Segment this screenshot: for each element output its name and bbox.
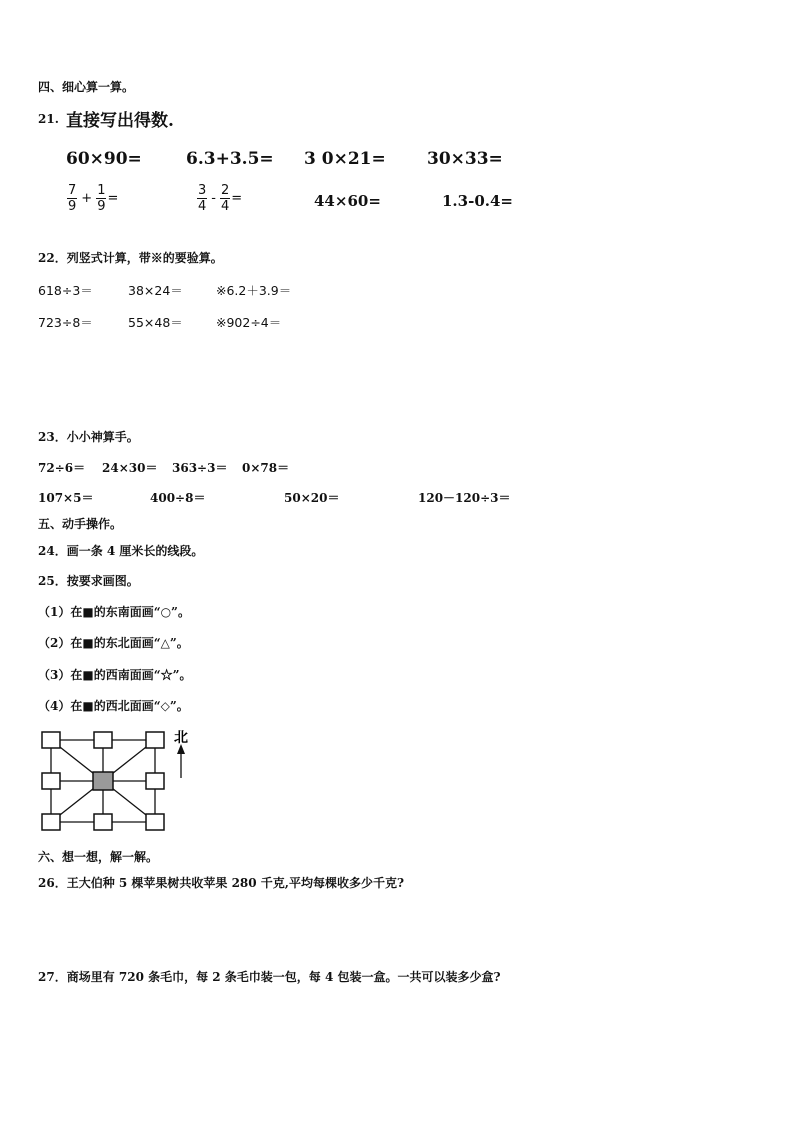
q21-fraction-expression-2 xyxy=(196,183,242,214)
q25-item-4: （4）在■的西北面画“◇”。 xyxy=(38,699,189,713)
box-northwest xyxy=(42,732,60,748)
denominator: 9 xyxy=(68,199,77,214)
q25-item-3: （3）在■的西南面画“☆”。 xyxy=(38,668,192,682)
q22-item-3: ※6.2＋3.9＝ xyxy=(216,283,292,298)
box-south xyxy=(94,814,112,830)
q22-item-6: ※902÷4＝ xyxy=(216,315,282,330)
q23-item-7: 50×20＝ xyxy=(284,491,340,505)
north-arrow-icon xyxy=(177,744,185,778)
denominator: 4 xyxy=(198,199,207,214)
fraction-b xyxy=(220,183,230,214)
q22-item-1: 618÷3＝ xyxy=(38,283,93,298)
question-number-21: 21. xyxy=(38,112,59,126)
q25-item-2: （2）在■的东北面画“△”。 xyxy=(38,636,189,650)
equals-sign: = xyxy=(107,191,119,206)
q21-item-2: 6.3+3.5= xyxy=(186,149,274,169)
question-27: 27．商场里有 720 条毛巾，每 2 条毛巾装一包，每 4 包装一盒。一共可以装多少盒? xyxy=(38,970,501,984)
denominator: 9 xyxy=(97,199,106,214)
numerator: 7 xyxy=(68,183,77,198)
q22-item-2: 38×24＝ xyxy=(128,283,183,298)
operator: + xyxy=(81,191,93,206)
box-west xyxy=(42,773,60,789)
question-title-23: 23．小小神算手。 xyxy=(38,430,139,444)
q23-item-5: 107×5＝ xyxy=(38,491,94,505)
q25-item-1: （1）在■的东南面画“○”。 xyxy=(38,605,190,619)
north-label: 北 xyxy=(174,730,188,746)
box-southwest xyxy=(42,814,60,830)
question-26: 26．王大伯种 5 棵苹果树共收苹果 280 千克,平均每棵收多少千克? xyxy=(38,876,405,890)
box-north xyxy=(94,732,112,748)
operator: - xyxy=(211,191,216,206)
box-northeast xyxy=(146,732,164,748)
q21-fraction-expression-1 xyxy=(66,183,118,214)
q21-item-8: 1.3-0.4= xyxy=(442,192,513,210)
question-title-25: 25．按要求画图。 xyxy=(38,574,139,588)
question-title-21: 直接写出得数. xyxy=(66,111,174,131)
box-southeast xyxy=(146,814,164,830)
q21-item-1: 60×90= xyxy=(66,149,142,169)
q23-item-4: 0×78＝ xyxy=(242,461,290,475)
section-heading-5: 五、动手操作。 xyxy=(38,517,123,531)
fraction-a xyxy=(197,183,207,214)
q21-item-7: 44×60= xyxy=(314,192,381,210)
center-square xyxy=(93,772,113,790)
denominator: 4 xyxy=(220,199,230,214)
fraction-b xyxy=(96,183,106,214)
direction-grid-diagram xyxy=(38,728,198,836)
q21-item-3: 3 0×21= xyxy=(304,149,386,169)
q22-item-5: 55×48＝ xyxy=(128,315,183,330)
q23-item-2: 24×30＝ xyxy=(102,461,158,475)
q23-item-8: 120－120÷3＝ xyxy=(418,491,511,505)
equals-sign: = xyxy=(231,191,243,206)
question-24: 24．画一条 4 厘米长的线段。 xyxy=(38,544,204,558)
section-heading-6: 六、想一想，解一解。 xyxy=(38,850,159,864)
numerator: 3 xyxy=(198,183,207,198)
q23-item-3: 363÷3＝ xyxy=(172,461,228,475)
numerator: 2 xyxy=(220,183,230,198)
section-heading-4: 四、细心算一算。 xyxy=(38,80,135,94)
fraction-a xyxy=(67,183,77,214)
q23-item-1: 72÷6＝ xyxy=(38,461,86,475)
q21-item-4: 30×33= xyxy=(427,149,503,169)
q22-item-4: 723÷8＝ xyxy=(38,315,93,330)
q23-item-6: 400÷8＝ xyxy=(150,491,206,505)
numerator: 1 xyxy=(97,183,106,198)
question-title-22: 22．列竖式计算，带※的要验算。 xyxy=(38,251,223,265)
box-east xyxy=(146,773,164,789)
